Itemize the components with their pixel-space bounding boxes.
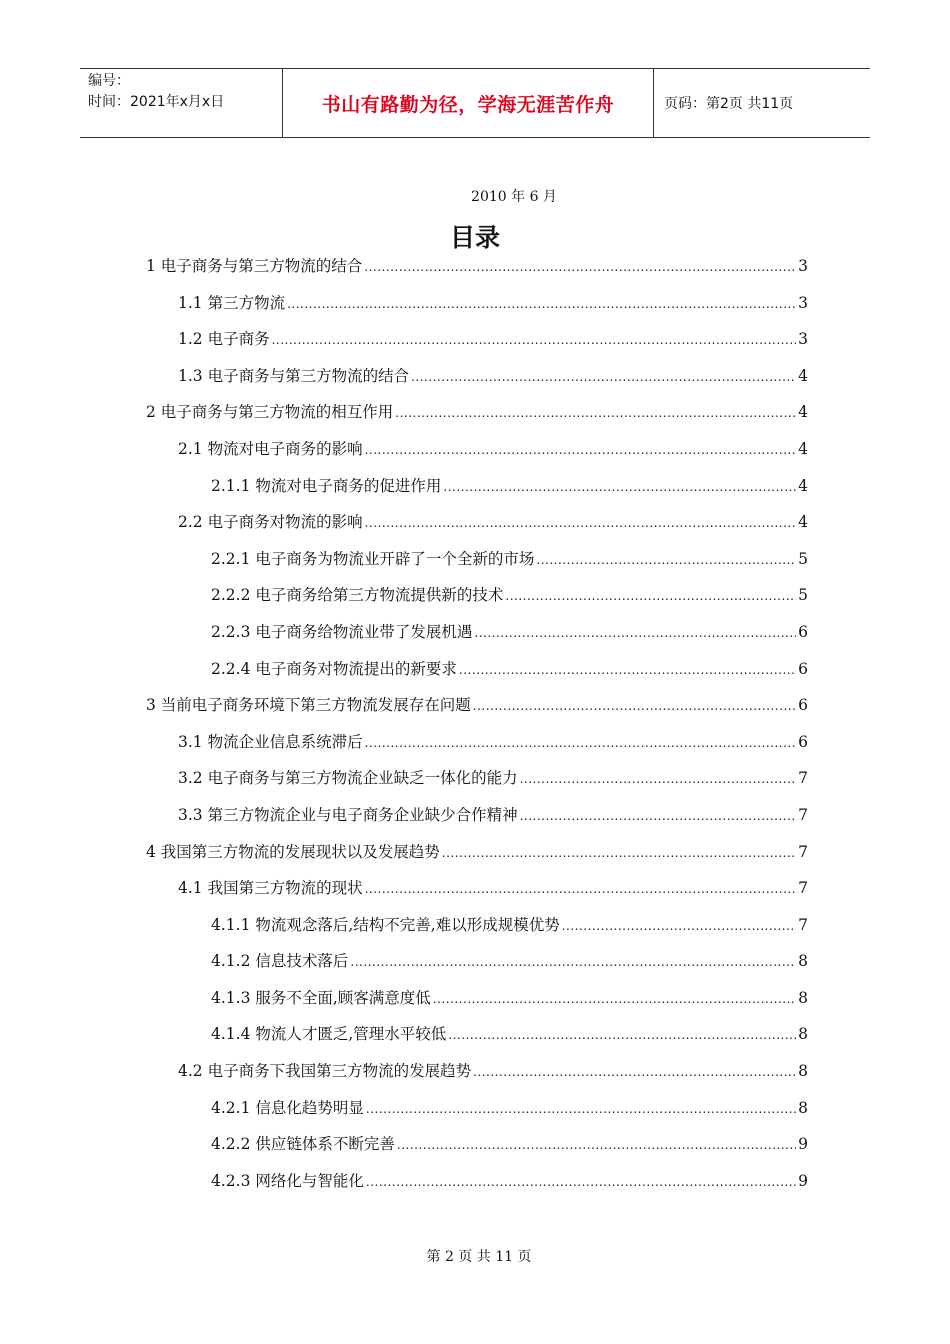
toc-entry[interactable] xyxy=(146,730,808,767)
toc-entry-label: 4.1 我国第三方物流的现状 xyxy=(178,879,363,898)
toc-entry-label: 4.2 电子商务下我国第三方物流的发展趋势 xyxy=(178,1062,472,1081)
toc-entry-label: 2.2 电子商务对物流的影响 xyxy=(178,513,363,532)
toc-entry-page: 8 xyxy=(798,952,808,971)
toc-entry-label: 2.2.1 电子商务为物流业开辟了一个全新的市场 xyxy=(211,549,535,568)
toc-entry-label: 2 电子商务与第三方物流的相互作用 xyxy=(146,403,394,422)
toc-entry[interactable] xyxy=(146,1169,808,1206)
header-meta xyxy=(80,69,282,137)
toc-entry-label: 3.3 第三方物流企业与电子商务企业缺少合作精神 xyxy=(178,805,518,824)
table-of-contents xyxy=(146,254,808,1205)
toc-entry-label: 3.1 物流企业信息系统滞后 xyxy=(178,732,363,751)
toc-entry[interactable] xyxy=(146,1096,808,1133)
toc-entry[interactable] xyxy=(146,291,808,328)
toc-entry[interactable] xyxy=(146,657,808,694)
toc-entry[interactable] xyxy=(146,986,808,1023)
toc-entry[interactable] xyxy=(146,840,808,877)
toc-entry-label: 2.1 物流对电子商务的影响 xyxy=(178,439,363,458)
toc-entry-page: 8 xyxy=(798,988,808,1007)
toc-entry[interactable] xyxy=(146,547,808,584)
toc-entry-page: 6 xyxy=(798,696,808,715)
toc-entry-page: 4 xyxy=(798,403,808,422)
header-motto: 书山有路勤为径，学海无涯苦作舟 xyxy=(321,93,615,116)
toc-leader-dots xyxy=(520,809,797,823)
toc-leader-dots xyxy=(397,1138,796,1152)
toc-leader-dots xyxy=(536,553,796,567)
toc-leader-dots xyxy=(433,992,796,1006)
toc-entry-label: 4.1.1 物流观念落后,结构不完善,难以形成规模优势 xyxy=(211,915,560,934)
toc-entry-page: 8 xyxy=(798,1025,808,1044)
toc-leader-dots xyxy=(287,297,796,311)
toc-entry-label: 1.2 电子商务 xyxy=(178,330,270,349)
time-label: 时间：2021年x月x日 xyxy=(88,94,225,110)
serial-label: 编号： xyxy=(88,73,130,89)
toc-leader-dots xyxy=(365,443,797,457)
toc-entry[interactable] xyxy=(146,766,808,803)
toc-title: 目录 xyxy=(449,223,500,252)
toc-entry[interactable] xyxy=(146,364,808,401)
toc-entry-label: 4.2.3 网络化与智能化 xyxy=(211,1171,364,1190)
toc-entry-page: 3 xyxy=(798,293,808,312)
toc-leader-dots xyxy=(272,333,797,347)
toc-entry-page: 7 xyxy=(798,879,808,898)
toc-leader-dots xyxy=(473,1065,796,1079)
toc-leader-dots xyxy=(365,882,797,896)
toc-leader-dots xyxy=(442,846,796,860)
toc-entry[interactable] xyxy=(146,1059,808,1096)
toc-entry-label: 3 当前电子商务环境下第三方物流发展存在问题 xyxy=(146,696,471,715)
toc-entry-page: 7 xyxy=(798,805,808,824)
toc-entry[interactable] xyxy=(146,693,808,730)
toc-entry-label: 4.1.2 信息技术落后 xyxy=(211,952,349,971)
toc-entry[interactable] xyxy=(146,620,808,657)
toc-entry-label: 4 我国第三方物流的发展现状以及发展趋势 xyxy=(146,842,440,861)
toc-entry-page: 3 xyxy=(798,330,808,349)
toc-entry-page: 7 xyxy=(798,842,808,861)
toc-leader-dots xyxy=(443,480,796,494)
toc-entry-page: 4 xyxy=(798,366,808,385)
toc-entry-label: 2.2.3 电子商务给物流业带了发展机遇 xyxy=(211,622,473,641)
toc-entry-label: 4.2.2 供应链体系不断完善 xyxy=(211,1135,395,1154)
toc-leader-dots xyxy=(562,919,796,933)
toc-leader-dots xyxy=(395,406,796,420)
toc-entry-page: 5 xyxy=(798,586,808,605)
toc-entry[interactable] xyxy=(146,510,808,547)
toc-entry-label: 2.2.2 电子商务给第三方物流提供新的技术 xyxy=(211,586,504,605)
toc-leader-dots xyxy=(365,516,797,530)
toc-leader-dots xyxy=(364,260,796,274)
toc-entry[interactable] xyxy=(146,474,808,511)
toc-entry-label: 4.1.3 服务不全面,顾客满意度低 xyxy=(211,988,431,1007)
toc-entry-label: 4.2.1 信息化趋势明显 xyxy=(211,1098,364,1117)
toc-entry[interactable] xyxy=(146,913,808,950)
toc-entry[interactable] xyxy=(146,803,808,840)
toc-entry[interactable] xyxy=(146,949,808,986)
toc-leader-dots xyxy=(473,699,796,713)
toc-entry-page: 6 xyxy=(798,622,808,641)
toc-entry-label: 2.1.1 物流对电子商务的促进作用 xyxy=(211,476,442,495)
toc-entry-page: 6 xyxy=(798,659,808,678)
toc-entry-page: 8 xyxy=(798,1098,808,1117)
toc-leader-dots xyxy=(448,1028,796,1042)
toc-entry-page: 4 xyxy=(798,476,808,495)
toc-entry-page: 6 xyxy=(798,732,808,751)
toc-entry-page: 4 xyxy=(798,513,808,532)
toc-entry-page: 8 xyxy=(798,1062,808,1081)
toc-entry-label: 1.1 第三方物流 xyxy=(178,293,286,312)
toc-entry-page: 7 xyxy=(798,915,808,934)
toc-entry-page: 9 xyxy=(798,1171,808,1190)
toc-entry-label: 3.2 电子商务与第三方物流企业缺乏一体化的能力 xyxy=(178,769,518,788)
toc-entry-page: 5 xyxy=(798,549,808,568)
header-page-info: 页码：第2页 共11页 xyxy=(664,96,794,112)
page-footer: 第 2 页 共 11 页 xyxy=(426,1249,532,1265)
document-date: 2010 年 6 月 xyxy=(471,189,557,205)
toc-entry[interactable] xyxy=(146,583,808,620)
toc-entry-label: 1.3 电子商务与第三方物流的结合 xyxy=(178,366,410,385)
toc-entry[interactable] xyxy=(146,400,808,437)
toc-leader-dots xyxy=(411,370,796,384)
toc-entry[interactable] xyxy=(146,254,808,291)
toc-entry-page: 4 xyxy=(798,439,808,458)
toc-entry-page: 7 xyxy=(798,769,808,788)
toc-leader-dots xyxy=(459,663,796,677)
toc-entry[interactable] xyxy=(146,1022,808,1059)
toc-entry[interactable] xyxy=(146,437,808,474)
page-header xyxy=(80,68,870,138)
toc-leader-dots xyxy=(505,589,796,603)
toc-entry-page: 3 xyxy=(798,257,808,275)
toc-entry[interactable] xyxy=(146,876,808,913)
toc-entry[interactable] xyxy=(146,1132,808,1169)
toc-entry-page: 9 xyxy=(798,1135,808,1154)
toc-leader-dots xyxy=(520,772,797,786)
header-motto-cell xyxy=(282,69,654,137)
toc-entry-label: 4.1.4 物流人才匮乏,管理水平较低 xyxy=(211,1025,447,1044)
toc-leader-dots xyxy=(474,626,796,640)
toc-leader-dots xyxy=(365,736,797,750)
toc-entry-label: 1 电子商务与第三方物流的结合 xyxy=(146,257,363,275)
toc-entry-label: 2.2.4 电子商务对物流提出的新要求 xyxy=(211,659,457,678)
toc-leader-dots xyxy=(366,1102,796,1116)
toc-leader-dots xyxy=(350,955,796,969)
toc-entry[interactable] xyxy=(146,327,808,364)
toc-leader-dots xyxy=(366,1175,796,1189)
